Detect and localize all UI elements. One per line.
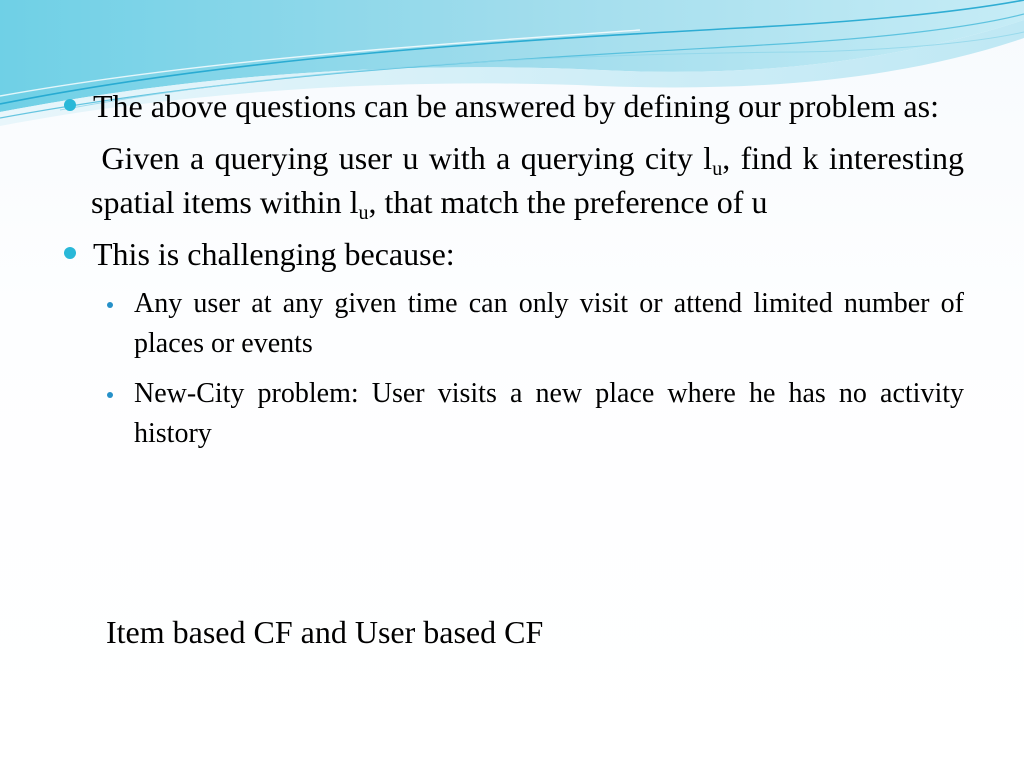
bullet-challenging (58, 232, 964, 276)
footer-note: Item based CF and User based CF (106, 614, 544, 650)
subbullet-text: Any user at any given time can only visit or attend limited number of places or events (134, 288, 964, 359)
subbullet-text: New-City problem: User visits a new place where he has no activity history (134, 378, 964, 449)
definition-part2: , find k interesting spatial items within l (91, 140, 965, 220)
subbullet-limited-visits (58, 284, 964, 364)
bullet-text: This is challenging because: (93, 236, 455, 272)
definition-part1: Given a querying user u with a querying city l (101, 140, 713, 176)
slide-body (58, 84, 964, 454)
definition-subscript-1: u (712, 158, 723, 180)
sub-bullet-dot-icon (107, 302, 113, 308)
problem-definition-paragraph (58, 136, 964, 224)
sub-bullet-dot-icon (107, 392, 113, 398)
definition-subscript-2: u (358, 202, 369, 224)
bullet-problem-definition (58, 84, 964, 128)
bullet-text: The above questions can be answered by defining our problem as: (93, 88, 939, 124)
bullet-dot-icon (64, 247, 76, 259)
bullet-dot-icon (64, 99, 76, 111)
definition-part3: , that match the preference of u (368, 184, 768, 220)
subbullet-new-city-problem (58, 374, 964, 454)
